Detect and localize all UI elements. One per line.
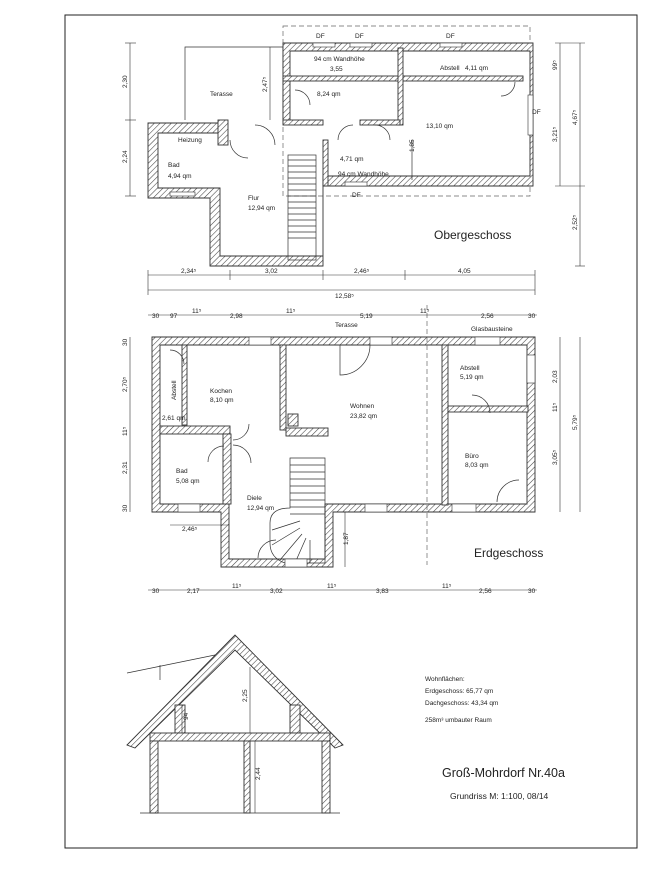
dimension-total: 12,58⁵ [335,293,354,300]
dimension-label: 3,02 [270,588,283,595]
info-block [425,676,498,724]
ground-wall [223,434,231,504]
room-label-abstell-right: Abstell [460,365,480,372]
room-label-terasse: Terasse [210,91,233,98]
window [452,504,476,512]
window [350,43,372,47]
ground-wall [442,345,448,505]
inner-dimension: 3,55 [330,66,343,73]
window [313,43,335,47]
dimension-label: 11⁵ [286,308,296,315]
ground-wall [182,345,187,425]
room-label-bad: Bad [176,468,188,475]
window [178,504,200,512]
df-label: DF [446,33,455,40]
window [440,43,462,47]
dimension-label: 2,24 [122,150,129,163]
section-wall [150,741,158,813]
door-swing [255,125,275,145]
section-wall [322,741,330,813]
ceiling-slab [150,733,330,741]
room-area-abstell: 4,11 qm [465,65,489,72]
project-title: Groß-Mohrdorf Nr.40a [442,766,565,780]
dimension-label: 2,56 [481,313,494,320]
dimension-label: 30 [152,313,160,320]
room-area-flur: 12,94 qm [248,205,276,212]
dimension-label: 2,30 [122,75,129,88]
dimension-label: 2,98 [230,313,243,320]
dimension-label: 3,02 [265,268,278,275]
upper-wall [398,48,403,125]
wall-height-note: 94 cm Wandhöhe [338,171,389,178]
ground-floor-title: Erdgeschoss [474,546,544,560]
dimension-label: 4,67⁵ [572,109,579,125]
info-eg-area: Erdgeschoss: 65,77 qm [425,688,494,695]
dimension-label: 30 [528,588,536,595]
dimension-label: 30 [152,588,160,595]
room-area-diele: 12,94 qm [247,505,275,512]
dimension-label: 2,03 [552,370,559,383]
upper-roof-outline [283,26,530,196]
door-swing [338,125,353,140]
window [285,559,307,567]
info-heading: Wohnflächen: [425,676,465,683]
dimension-label: 2,31 [122,461,129,474]
door-swing [340,345,370,375]
door-swing [230,140,248,158]
room-area-wohnen: 23,82 qm [350,413,378,420]
ground-floor-plan [122,305,580,595]
dimension-label: 30 [122,338,129,346]
dimension-label: 11⁵ [552,402,559,412]
info-dg-area: Dachgeschoss: 43,34 qm [425,700,499,707]
room-area-abstell-right: 5,19 qm [460,374,484,381]
dimension-label: 11⁵ [327,583,337,590]
dimension-label: 11⁵ [122,426,129,436]
ground-wall [280,345,286,430]
room-area-kochen: 8,10 qm [210,397,234,404]
room-area-1: 8,24 qm [317,91,341,98]
ground-wall [160,426,230,434]
upper-wall [283,120,323,125]
dimension-label: 11⁵ [420,308,430,315]
door-swing [295,90,310,105]
room-label-buero: Büro [465,453,479,460]
df-label: DF [316,33,325,40]
room-area-bad: 4,94 qm [168,173,192,180]
dimension-label: 2,46⁵ [354,268,370,275]
section-dimension: 2,25 [242,689,249,702]
room-area-bad: 5,08 qm [176,478,200,485]
window [475,337,500,345]
dimension-label: 2,70⁵ [122,376,129,392]
room-label-wohnen: Wohnen [350,403,375,410]
roof-rafters [127,635,343,748]
upper-stairs [288,155,316,260]
section-dimension: 2,44 [255,767,262,780]
section-dimension: 94 [183,712,190,720]
window [345,182,367,186]
dimension-label: 1,87 [343,532,350,545]
room-area-2: 4,71 qm [340,156,364,163]
room-label-bad: Bad [168,162,180,169]
df-label: DF [532,109,541,116]
dimension-label: 2,56 [479,588,492,595]
dimension-label: 5,19 [360,313,373,320]
ground-wall [286,428,328,436]
room-area-abstell-left: 2,61 qm [162,415,186,422]
dimension-label: 97 [170,313,178,320]
df-label: DF [352,192,361,199]
dimension-label: 2,52⁵ [572,214,579,230]
dimension-label: 30 [528,313,536,320]
dimension-label: 11⁵ [232,583,242,590]
dimension-label: 5,79⁵ [572,414,579,430]
door-swing [375,125,390,140]
room-label-diele: Diele [247,495,262,502]
door-swing [233,445,251,463]
info-volume: 258m³ umbauter Raum [425,717,492,724]
room-label-abstell-left: Abstell [171,380,178,400]
scale-note: Grundriss M: 1:100, 08/14 [450,791,549,801]
dimension-label: 2,34⁵ [181,268,197,275]
wall-height-note: 94 cm Wandhöhe [314,56,365,63]
dimension-label: 2,46⁵ [182,526,198,533]
room-area-3: 13,10 qm [426,123,454,130]
chimney [288,414,298,426]
upper-wall [360,120,400,125]
window [249,337,271,345]
upper-wall [218,120,228,145]
dimension-label: 11⁵ [442,583,452,590]
room-label-abstell: Abstell [440,65,460,72]
df-label: DF [355,33,364,40]
window [170,192,195,196]
room-label-flur: Flur [248,195,260,202]
door-swing [497,480,519,502]
dimension-label: 99⁵ [552,60,559,70]
dimension-label: 3,05⁵ [552,449,559,465]
dimension-label: 2,17 [187,588,200,595]
room-label-terasse: Terasse [335,322,358,329]
ground-wall [448,406,528,412]
window [365,504,387,512]
dimension-label: 3,83 [376,588,389,595]
ground-stairs [270,458,325,563]
upper-floor-title: Obergeschoss [434,228,512,242]
room-label-glasbausteine: Glasbausteine [471,326,513,333]
window [527,355,535,383]
dimension-label: 2,47⁵ [262,76,269,92]
upper-wall [323,140,328,186]
door-swing [501,82,515,96]
window [370,337,392,345]
knee-wall [290,705,300,733]
door-swing [233,424,249,440]
dimension-label: 11⁵ [192,308,202,315]
building-section [127,635,343,813]
room-area-buero: 8,03 qm [465,462,489,469]
door-swing [208,446,224,462]
dimension-label: 30 [122,504,129,512]
room-label-heizung: Heizung [178,137,202,144]
section-wall [244,741,250,813]
room-label-kochen: Kochen [210,388,233,395]
upper-floor-plan [122,26,585,300]
dimension-label: 3,21⁵ [552,126,559,142]
dimension-label: 4,05 [458,268,471,275]
inner-dimension: 1,85 [409,139,416,152]
